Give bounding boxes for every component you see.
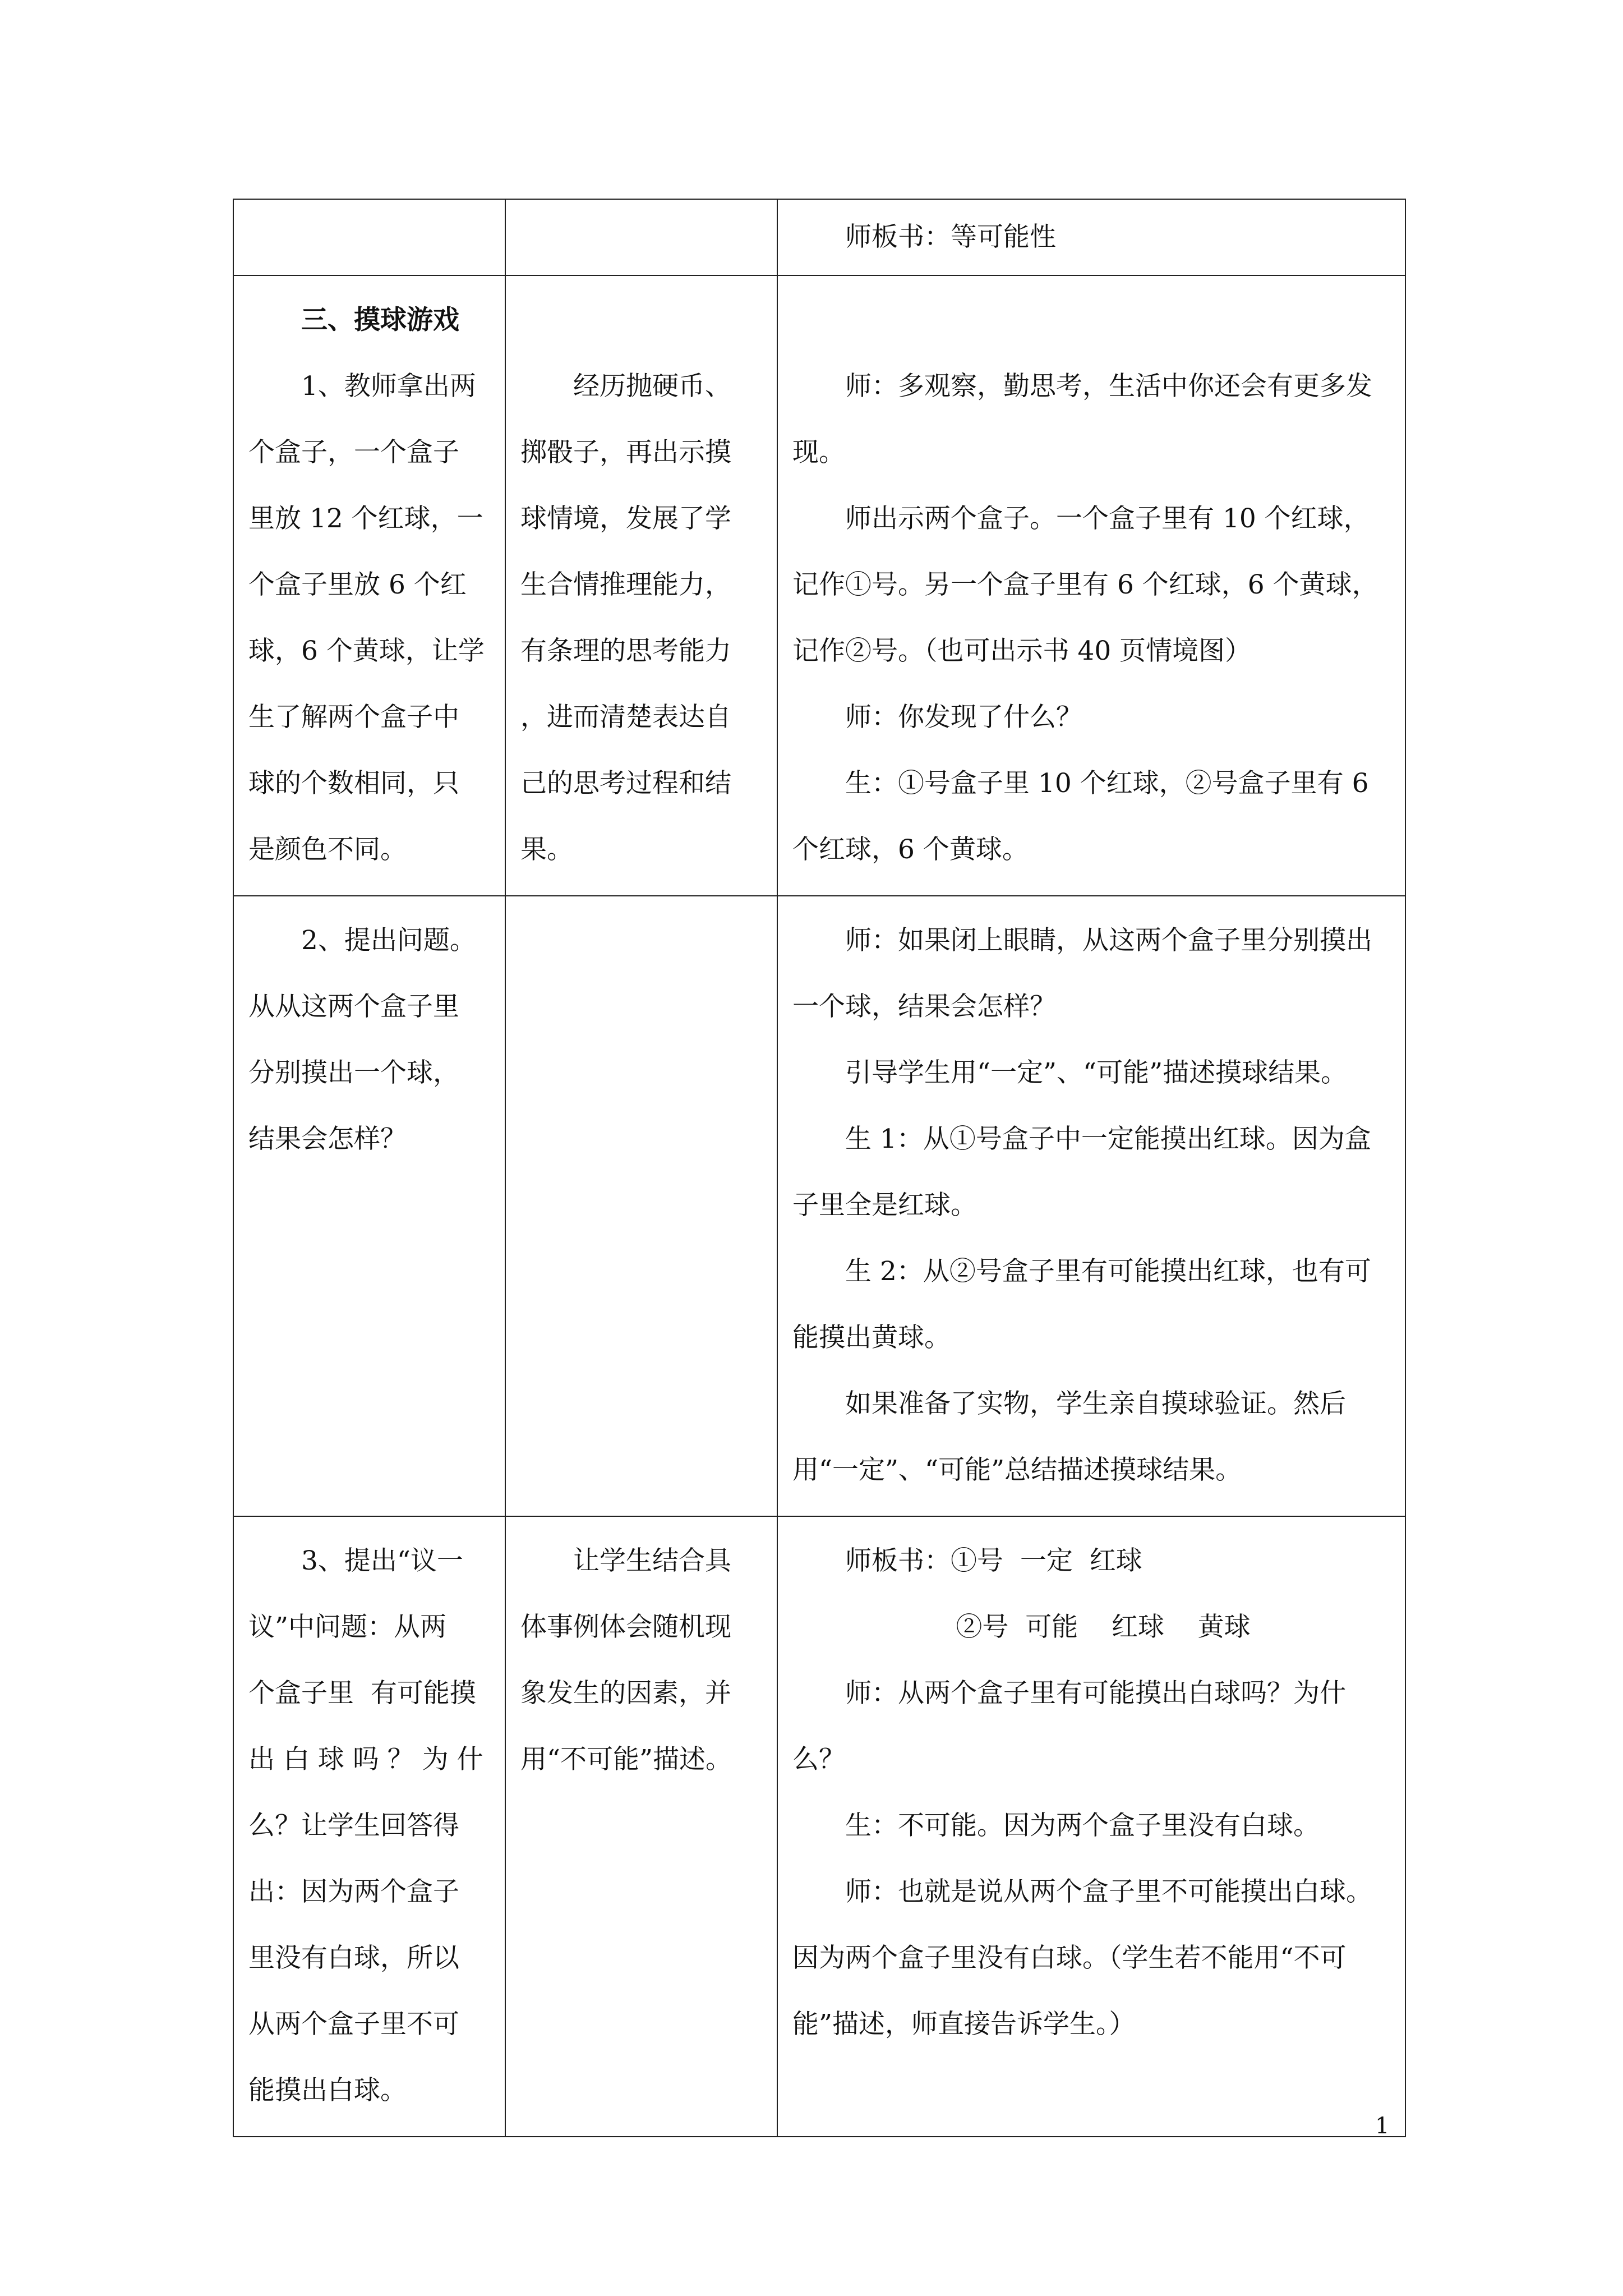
- design-intent-text: [520, 353, 762, 883]
- activity-text: [248, 1528, 490, 2124]
- student-dialogue: 生：①号盒子里 10 个红球，②号盒子里有 6 个红球，6 个黄球。: [792, 768, 1369, 865]
- table-cell: [233, 275, 505, 896]
- board-writing-text: 师板书：等可能性: [845, 222, 1056, 252]
- text-line: 3、提出“议一: [301, 1545, 463, 1576]
- table-cell: [505, 199, 777, 275]
- text-line: 球情境，发展了学: [520, 503, 731, 534]
- text-line: 球，6 个黄球，让学: [248, 636, 485, 666]
- text-line: 议”中问题：从两: [248, 1612, 447, 1642]
- text-line: 1、教师拿出两: [301, 371, 476, 402]
- table-row: [233, 275, 1405, 896]
- text-line: 球的个数相同，只: [248, 768, 459, 799]
- table-cell: [233, 199, 505, 275]
- student-dialogue: 生 2：从②号盒子里有可能摸出红球，也有可能摸出黄球。: [792, 1256, 1371, 1353]
- text-line: 是颜色不同。: [248, 834, 407, 865]
- text-line: 从两个盒子里不可: [248, 2009, 459, 2040]
- table-cell: [233, 896, 505, 1516]
- table-cell: [505, 275, 777, 896]
- design-intent-text: [520, 1528, 762, 1793]
- text-line: 让学生结合具: [573, 1545, 731, 1576]
- teacher-dialogue: 师：如果闭上眼睛，从这两个盒子里分别摸出一个球，结果会怎样？: [792, 925, 1372, 1022]
- text-line: 里没有白球，所以: [248, 1943, 459, 1973]
- table-row: [233, 199, 1405, 275]
- text-line: 有条理的思考能力: [520, 636, 731, 666]
- board-writing-line: 师板书：①号 一定 红球: [845, 1545, 1142, 1576]
- teacher-dialogue: 师：多观察，勤思考，生活中你还会有更多发现。: [792, 371, 1372, 468]
- text-line: 用“不可能”描述。: [520, 1744, 732, 1775]
- text-line: 从从这两个盒子里: [248, 991, 459, 1022]
- table-row: [233, 1516, 1405, 2137]
- page-number: 1: [1375, 2113, 1390, 2139]
- text-line: 体事例体会随机现: [520, 1612, 731, 1642]
- text-line: 结果会怎样？: [248, 1124, 407, 1154]
- text-line: 生了解两个盒子中: [248, 702, 459, 733]
- text-line: 么？让学生回答得: [248, 1810, 459, 1841]
- student-dialogue: 生：不可能。因为两个盒子里没有白球。: [845, 1810, 1320, 1841]
- text-line: 个盒子里放 6 个红: [248, 569, 467, 600]
- text-line: 生合情推理能力，: [520, 569, 731, 600]
- guidance-text: 如果准备了实物，学生亲自摸球验证。然后用“一定”、“可能”总结描述摸球结果。: [792, 1388, 1346, 1485]
- teacher-dialogue: 师出示两个盒子。一个盒子里有 10 个红球，记作①号。另一个盒子里有 6 个红球，6 个黄球，记作②号。（也可出示书 40 页情境图）: [792, 503, 1378, 666]
- text-line: 经历抛硬币、: [573, 371, 731, 402]
- student-dialogue: 生 1：从①号盒子中一定能摸出红球。因为盒子里全是红球。: [792, 1124, 1371, 1221]
- text-line: 出：因为两个盒子: [248, 1876, 459, 1907]
- text-line: ，进而清楚表达自: [520, 702, 731, 733]
- board-writing-line: ②号 可能 红球 黄球: [956, 1612, 1251, 1642]
- teacher-dialogue: 师：你发现了什么？: [845, 702, 1082, 733]
- table-cell: [505, 896, 777, 1516]
- text-line: 象发生的因素，并: [520, 1678, 731, 1709]
- table-row: [233, 896, 1405, 1516]
- text-line: 能摸出白球。: [248, 2075, 407, 2106]
- teacher-dialogue: 师：从两个盒子里有可能摸出白球吗？为什么？: [792, 1678, 1346, 1775]
- text-line: 分别摸出一个球，: [248, 1057, 459, 1088]
- text-line: 出 白 球 吗 ？ 为 什: [248, 1744, 483, 1775]
- text-line: 个盒子，一个盒子: [248, 437, 459, 468]
- text-line: 果。: [520, 834, 573, 865]
- table-cell: [777, 1516, 1405, 2137]
- table-cell: [777, 896, 1405, 1516]
- text-line: 2、提出问题。: [301, 925, 476, 956]
- lesson-plan-table: [233, 199, 1406, 2137]
- text-line: 里放 12 个红球，一: [248, 503, 483, 534]
- text-line: 己的思考过程和结: [520, 768, 731, 799]
- activity-text: [248, 908, 490, 1172]
- table-cell: [233, 1516, 505, 2137]
- section-heading: 三、摸球游戏: [301, 305, 459, 335]
- text-line: 个盒子里 有可能摸: [248, 1678, 476, 1709]
- activity-text: [248, 353, 490, 883]
- table-cell: [505, 1516, 777, 2137]
- table-cell: [777, 199, 1405, 275]
- table-cell: [777, 275, 1405, 896]
- guidance-text: 引导学生用“一定”、“可能”描述摸球结果。: [845, 1057, 1348, 1088]
- teacher-dialogue: 师：也就是说从两个盒子里不可能摸出白球。因为两个盒子里没有白球。（学生若不能用“不可能”描述，师直接告诉学生。）: [792, 1876, 1372, 2040]
- text-line: 掷骰子，再出示摸: [520, 437, 731, 468]
